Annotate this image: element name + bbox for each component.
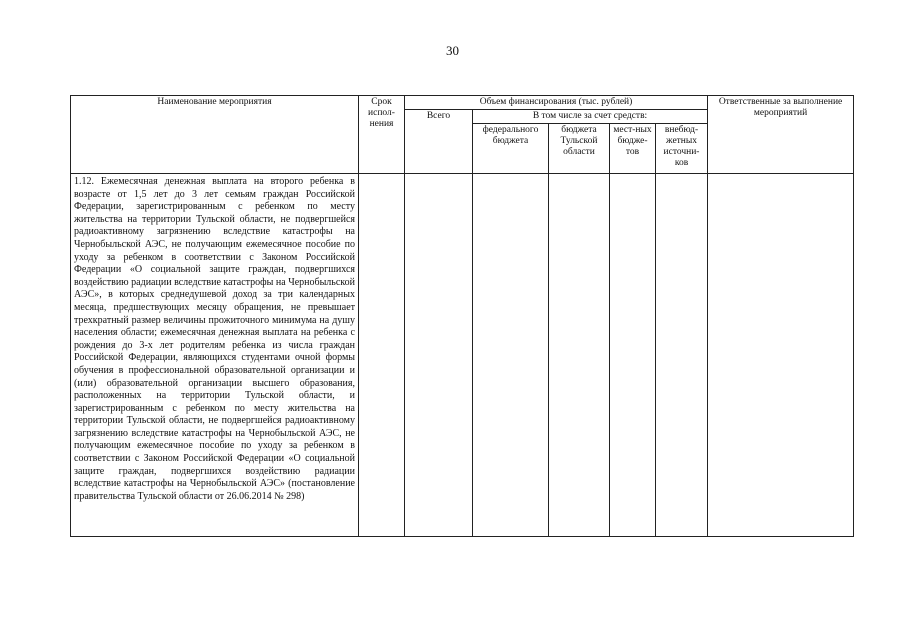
header-financing: Объем финансирования (тыс. рублей) [405,96,708,110]
page-number: 30 [446,43,459,58]
row-term [359,174,405,537]
row-extra [656,174,708,537]
header-local: мест-ных бюдже-тов [610,124,656,174]
header-responsible: Ответственные за выполнение мероприятий [708,96,854,174]
header-row-1 [71,96,854,110]
row-federal [473,174,549,537]
header-name: Наименование мероприятия [71,96,359,174]
row-responsible [708,174,854,537]
header-including: В том числе за счет средств: [473,110,708,124]
row-local [610,174,656,537]
header-extra: внебюд-жетных источни-ков [656,124,708,174]
header-regional: бюджета Тульской области [549,124,610,174]
header-federal: федерального бюджета [473,124,549,174]
header-total: Всего [405,110,473,174]
row-regional [549,174,610,537]
financing-table [70,95,854,537]
row-total [405,174,473,537]
table-row [71,174,854,537]
header-term: Срок испол-нения [359,96,405,174]
row-description: 1.12. Ежемесячная денежная выплата на второго ребенка в возрасте от 1,5 лет до 3 лет семьям граждан Российской Федерации, зарегистрированным с ребенком по месту жительства на территории Тульской области, не подвергшейся радиоактивному загрязнению вследствие катастрофы на Чернобыльской АЭС, не получающим ежемесячное пособие по уходу за ребенком в соответствии с Законом Российской Федерации «О социальной защите граждан, подвергшихся воздействию радиации вследствие катастрофы на Чернобыльской АЭС», в которых среднедушевой доход за три календарных месяца, предшествующих месяцу обращения, не превышает трехкратный размер величины прожиточного минимума на душу населения области; ежемесячная денежная выплата на ребенка с рождения до 3-х лет родителям ребенка из числа граждан Российской Федерации, являющихся студентами очной формы обучения в профессиональной образовательной организации и (или) образовательной организации высшего образования, расположенных на территории Тульской области, и зарегистрированным с ребенком по месту жительства на территории Тульской области, не подвергшейся радиоактивному загрязнению вследствие катастрофы на Чернобыльской АЭС, не получающим ежемесячное пособие по уходу за ребенком в соответствии с Законом Российской Федерации «О социальной защите граждан, подвергшихся воздействию радиации вследствие катастрофы на Чернобыльской АЭС» (постановление правительства Тульской области от 26.06.2014 № 298) [71,174,359,537]
